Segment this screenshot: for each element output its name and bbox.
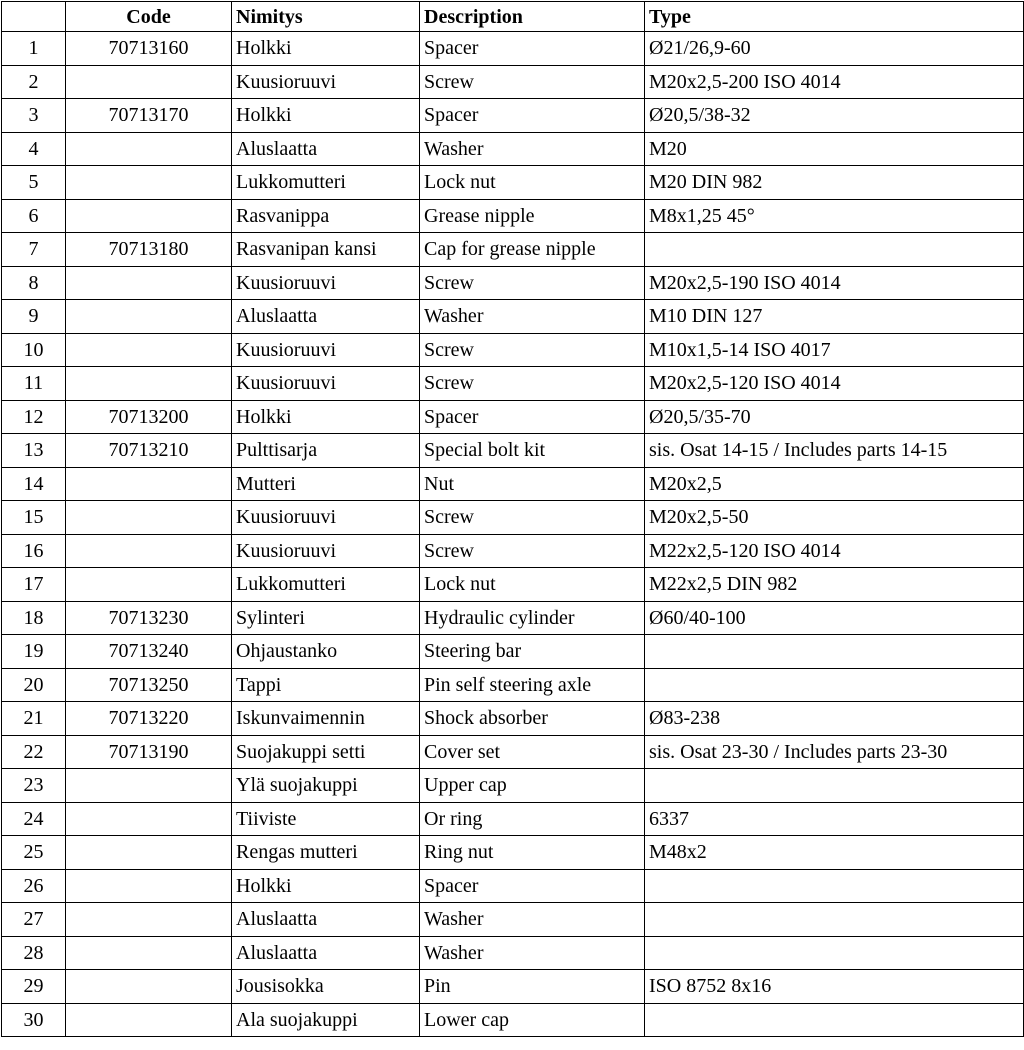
cell-description: Nut [420,467,645,501]
cell-description: Screw [420,367,645,401]
cell-code [66,836,232,870]
cell-code [66,199,232,233]
cell-nimitys: Mutteri [232,467,420,501]
cell-number: 29 [2,970,66,1004]
cell-type: M10 DIN 127 [645,300,1024,334]
cell-description: Cap for grease nipple [420,233,645,267]
cell-type: M20x2,5-200 ISO 4014 [645,65,1024,99]
cell-nimitys: Holkki [232,400,420,434]
cell-type: M48x2 [645,836,1024,870]
table-row [2,668,1024,702]
cell-description: Lock nut [420,166,645,200]
header-number [2,2,66,32]
cell-type [645,635,1024,669]
table-row [2,970,1024,1004]
cell-type [645,903,1024,937]
cell-description: Special bolt kit [420,434,645,468]
cell-code: 70713200 [66,400,232,434]
cell-number: 27 [2,903,66,937]
cell-nimitys: Kuusioruuvi [232,266,420,300]
table-row [2,300,1024,334]
cell-nimitys: Ala suojakuppi [232,1003,420,1037]
cell-number: 26 [2,869,66,903]
cell-type: sis. Osat 14-15 / Includes parts 14-15 [645,434,1024,468]
table-body [2,32,1024,1037]
table-row [2,501,1024,535]
cell-number: 9 [2,300,66,334]
cell-code [66,501,232,535]
table-row [2,333,1024,367]
table-row [2,367,1024,401]
cell-description: Washer [420,903,645,937]
cell-number: 30 [2,1003,66,1037]
cell-description: Washer [420,300,645,334]
cell-type [645,233,1024,267]
cell-nimitys: Aluslaatta [232,903,420,937]
cell-type [645,869,1024,903]
cell-code: 70713170 [66,99,232,133]
cell-code: 70713160 [66,32,232,66]
cell-number: 20 [2,668,66,702]
cell-type [645,769,1024,803]
cell-code: 70713210 [66,434,232,468]
cell-description: Screw [420,65,645,99]
cell-number: 18 [2,601,66,635]
cell-description: Pin [420,970,645,1004]
cell-code [66,1003,232,1037]
table-row [2,869,1024,903]
table-row [2,166,1024,200]
cell-code [66,300,232,334]
header-type: Type [645,2,1024,32]
header-code: Code [66,2,232,32]
table-row [2,936,1024,970]
cell-type: 6337 [645,802,1024,836]
table-row [2,434,1024,468]
header-description: Description [420,2,645,32]
cell-code: 70713230 [66,601,232,635]
cell-number: 4 [2,132,66,166]
cell-nimitys: Kuusioruuvi [232,65,420,99]
cell-type: ISO 8752 8x16 [645,970,1024,1004]
cell-number: 8 [2,266,66,300]
cell-nimitys: Aluslaatta [232,132,420,166]
cell-nimitys: Kuusioruuvi [232,534,420,568]
cell-nimitys: Holkki [232,99,420,133]
cell-type: M8x1,25 45° [645,199,1024,233]
cell-nimitys: Sylinteri [232,601,420,635]
cell-type: M22x2,5 DIN 982 [645,568,1024,602]
cell-description: Washer [420,132,645,166]
cell-type: M20x2,5-190 ISO 4014 [645,266,1024,300]
cell-number: 3 [2,99,66,133]
table-row [2,400,1024,434]
cell-nimitys: Iskunvaimennin [232,702,420,736]
cell-type: Ø20,5/35-70 [645,400,1024,434]
cell-description: Pin self steering axle [420,668,645,702]
cell-number: 10 [2,333,66,367]
table-row [2,836,1024,870]
cell-nimitys: Tappi [232,668,420,702]
cell-number: 19 [2,635,66,669]
cell-type: Ø83-238 [645,702,1024,736]
table-header [2,2,1024,32]
cell-nimitys: Holkki [232,32,420,66]
cell-number: 15 [2,501,66,535]
cell-number: 24 [2,802,66,836]
cell-type: M20 DIN 982 [645,166,1024,200]
cell-nimitys: Jousisokka [232,970,420,1004]
cell-number: 1 [2,32,66,66]
cell-type: M20x2,5-120 ISO 4014 [645,367,1024,401]
cell-code: 70713180 [66,233,232,267]
cell-nimitys: Pulttisarja [232,434,420,468]
cell-type [645,936,1024,970]
cell-code [66,802,232,836]
cell-type: M10x1,5-14 ISO 4017 [645,333,1024,367]
cell-code [66,467,232,501]
cell-type: Ø21/26,9-60 [645,32,1024,66]
table-row [2,534,1024,568]
cell-code [66,970,232,1004]
cell-number: 5 [2,166,66,200]
table-row [2,702,1024,736]
cell-type: M22x2,5-120 ISO 4014 [645,534,1024,568]
cell-description: Ring nut [420,836,645,870]
cell-nimitys: Ohjaustanko [232,635,420,669]
cell-number: 13 [2,434,66,468]
cell-description: Spacer [420,400,645,434]
cell-nimitys: Lukkomutteri [232,568,420,602]
cell-number: 7 [2,233,66,267]
table-row [2,32,1024,66]
cell-type: M20x2,5 [645,467,1024,501]
cell-nimitys: Aluslaatta [232,936,420,970]
cell-type: Ø20,5/38-32 [645,99,1024,133]
cell-description: Screw [420,501,645,535]
cell-number: 6 [2,199,66,233]
table-row [2,266,1024,300]
cell-code: 70713220 [66,702,232,736]
cell-description: Shock absorber [420,702,645,736]
table-row [2,601,1024,635]
table-row [2,233,1024,267]
cell-nimitys: Rasvanipan kansi [232,233,420,267]
cell-number: 16 [2,534,66,568]
cell-nimitys: Rengas mutteri [232,836,420,870]
cell-code [66,266,232,300]
cell-nimitys: Rasvanippa [232,199,420,233]
cell-number: 12 [2,400,66,434]
cell-description: Cover set [420,735,645,769]
cell-type [645,668,1024,702]
cell-description: Screw [420,534,645,568]
table-row [2,635,1024,669]
cell-number: 23 [2,769,66,803]
table-row [2,769,1024,803]
cell-number: 22 [2,735,66,769]
table-row [2,467,1024,501]
cell-description: Screw [420,266,645,300]
cell-number: 28 [2,936,66,970]
table-row [2,199,1024,233]
cell-code [66,869,232,903]
header-nimitys: Nimitys [232,2,420,32]
table-row [2,802,1024,836]
cell-number: 25 [2,836,66,870]
cell-nimitys: Tiiviste [232,802,420,836]
cell-code: 70713240 [66,635,232,669]
cell-description: Or ring [420,802,645,836]
table-row [2,99,1024,133]
cell-nimitys: Kuusioruuvi [232,333,420,367]
cell-description: Spacer [420,869,645,903]
cell-code [66,166,232,200]
cell-code [66,936,232,970]
cell-code [66,769,232,803]
cell-code [66,132,232,166]
cell-code [66,65,232,99]
cell-code [66,534,232,568]
cell-nimitys: Aluslaatta [232,300,420,334]
cell-description: Grease nipple [420,199,645,233]
table-row [2,903,1024,937]
cell-type: M20x2,5-50 [645,501,1024,535]
cell-description: Spacer [420,32,645,66]
cell-description: Steering bar [420,635,645,669]
cell-number: 2 [2,65,66,99]
cell-nimitys: Kuusioruuvi [232,367,420,401]
cell-type: M20 [645,132,1024,166]
cell-code: 70713250 [66,668,232,702]
cell-nimitys: Holkki [232,869,420,903]
cell-description: Screw [420,333,645,367]
cell-description: Lower cap [420,1003,645,1037]
cell-description: Washer [420,936,645,970]
cell-type: sis. Osat 23-30 / Includes parts 23-30 [645,735,1024,769]
cell-nimitys: Ylä suojakuppi [232,769,420,803]
table-row [2,568,1024,602]
cell-nimitys: Kuusioruuvi [232,501,420,535]
cell-number: 17 [2,568,66,602]
cell-type: Ø60/40-100 [645,601,1024,635]
cell-code [66,903,232,937]
table-row [2,132,1024,166]
table-row [2,735,1024,769]
cell-nimitys: Lukkomutteri [232,166,420,200]
table-row [2,1003,1024,1037]
parts-table [1,1,1024,1037]
cell-description: Spacer [420,99,645,133]
cell-number: 14 [2,467,66,501]
cell-number: 11 [2,367,66,401]
cell-nimitys: Suojakuppi setti [232,735,420,769]
header-row [2,2,1024,32]
table-row [2,65,1024,99]
cell-number: 21 [2,702,66,736]
cell-description: Hydraulic cylinder [420,601,645,635]
cell-code [66,367,232,401]
cell-code: 70713190 [66,735,232,769]
cell-description: Upper cap [420,769,645,803]
cell-code [66,568,232,602]
cell-code [66,333,232,367]
cell-type [645,1003,1024,1037]
cell-description: Lock nut [420,568,645,602]
